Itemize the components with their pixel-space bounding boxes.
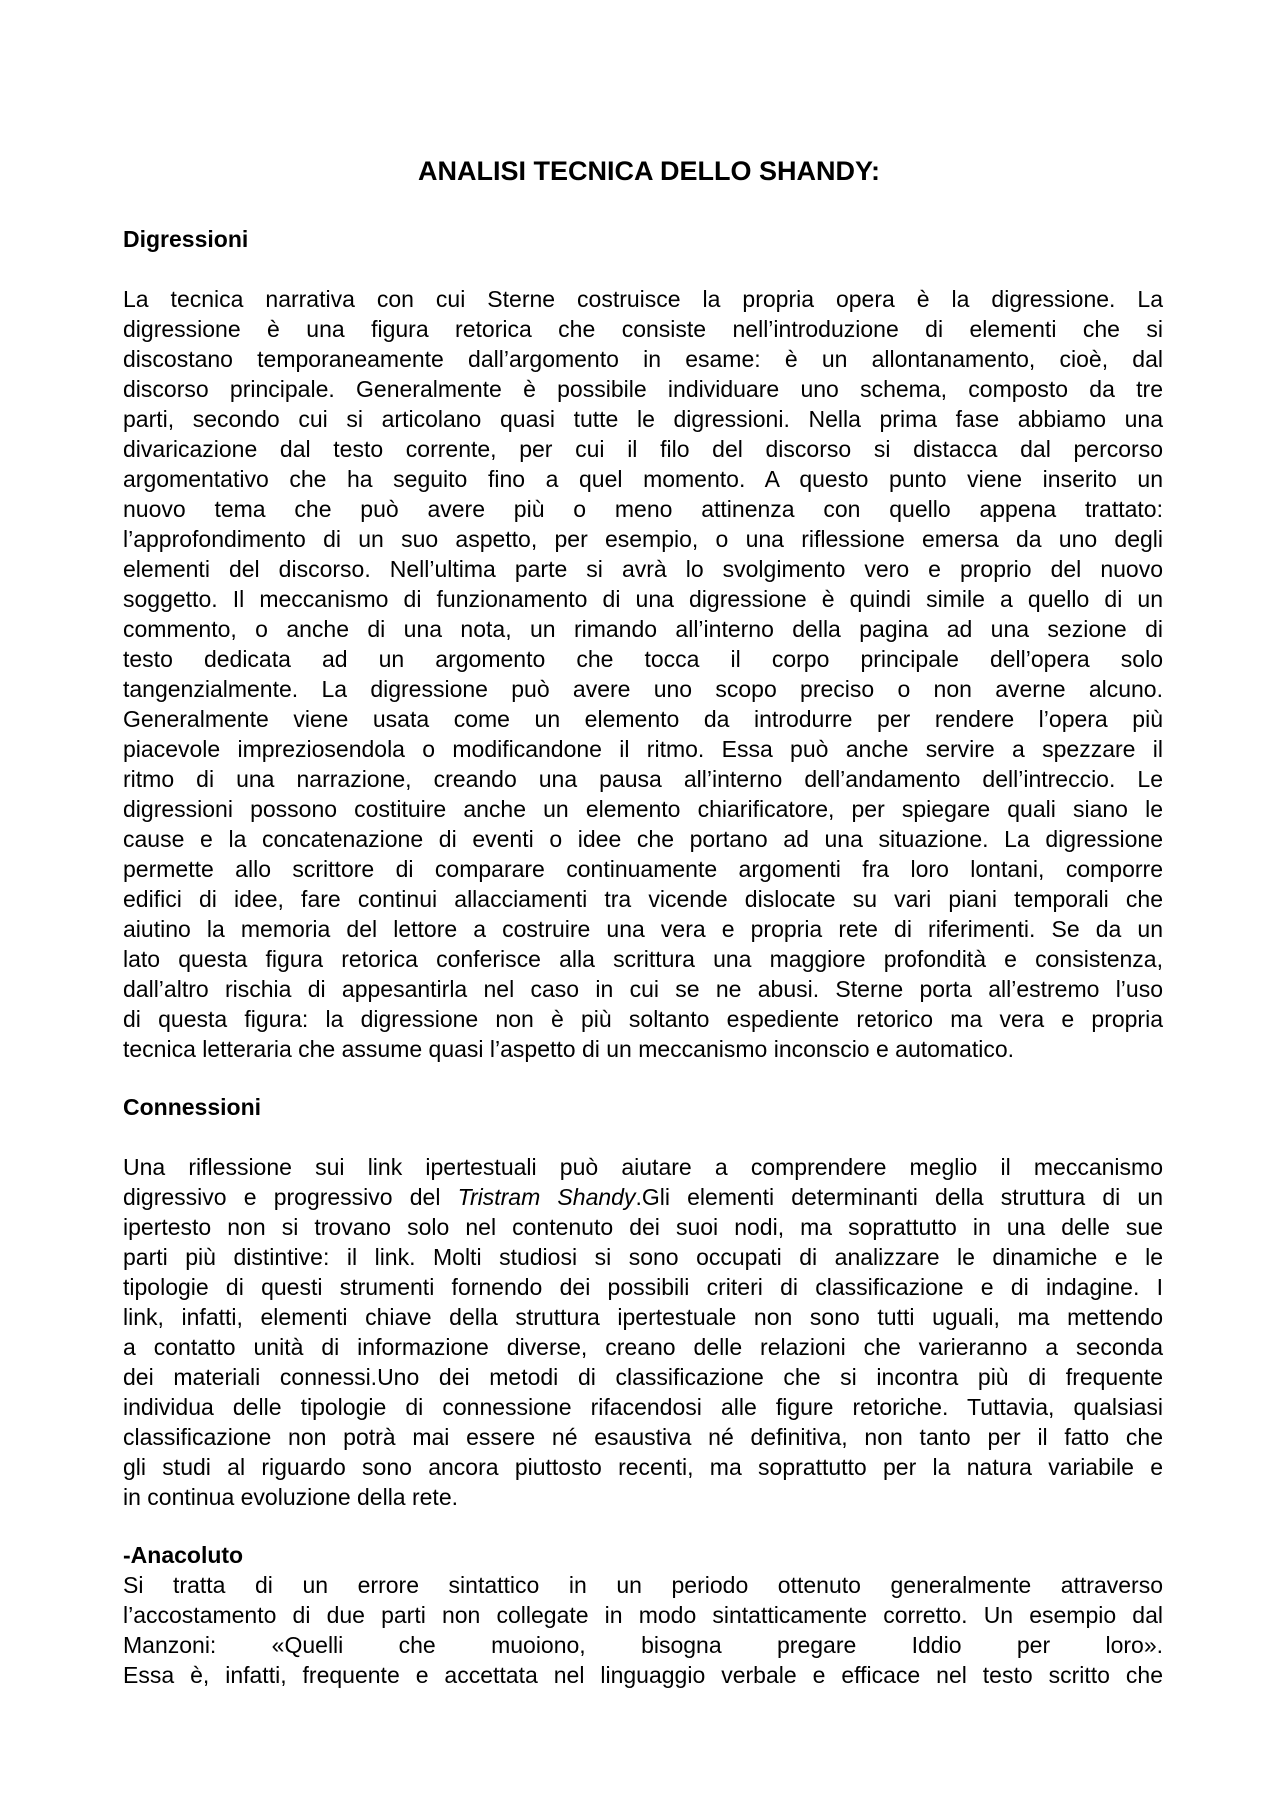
text-line: discorso principale. Generalmente è possibile individuare uno schema, composto da tre bbox=[123, 376, 1163, 402]
text-line: tangenzialmente. La digressione può avere uno scopo preciso o non averne alcuno. bbox=[123, 676, 1163, 702]
text-line: elementi del discorso. Nell’ultima parte si avrà lo svolgimento vero e proprio del nuovo bbox=[123, 556, 1163, 582]
text-line: Essa è, infatti, frequente e accettata nel linguaggio verbale e efficace nel testo scritto che bbox=[123, 1662, 1163, 1688]
text-line: di questa figura: la digressione non è più soltanto espediente retorico ma vera e propria bbox=[123, 1006, 1163, 1032]
text-line: tipologie di questi strumenti fornendo dei possibili criteri di classificazione e di indagine. I bbox=[123, 1274, 1163, 1300]
text-fragment: .Gli elementi determinanti della struttura di un bbox=[635, 1184, 1163, 1210]
paragraph-anacoluto bbox=[123, 1570, 1163, 1690]
text-line: Si tratta di un errore sintattico in un periodo ottenuto generalmente attraverso bbox=[123, 1572, 1163, 1598]
text-line: lato questa figura retorica conferisce alla scrittura una maggiore profondità e consistenza, bbox=[123, 946, 1163, 972]
text-line: in continua evoluzione della rete. bbox=[123, 1484, 459, 1510]
text-line: soggetto. Il meccanismo di funzionamento di una digressione è quindi simile a quello di un bbox=[123, 586, 1163, 612]
text-fragment: digressivo e progressivo del bbox=[123, 1184, 458, 1210]
text-line: dei materiali connessi.Uno dei metodi di classificazione che si incontra più di frequente bbox=[123, 1364, 1163, 1390]
text-line: l’accostamento di due parti non collegate in modo sintatticamente corretto. Un esempio dal bbox=[123, 1602, 1163, 1628]
text-line: Manzoni: «Quelli che muoiono, bisogna pregare Iddio per loro». bbox=[123, 1632, 1163, 1658]
text-line-with-italic bbox=[123, 1182, 1163, 1212]
paragraph-digressioni bbox=[123, 284, 1163, 1064]
text-line: dall’altro rischia di appesantirla nel caso in cui se ne abusi. Sterne porta all’estremo l’uso bbox=[123, 976, 1163, 1002]
text-line: parti più distintive: il link. Molti studiosi si sono occupati di analizzare le dinamiche e le bbox=[123, 1244, 1163, 1270]
text-line: ritmo di una narrazione, creando una pausa all’interno dell’andamento dell’intreccio. Le bbox=[123, 766, 1163, 792]
text-line: discostano temporaneamente dall’argomento in esame: è un allontanamento, cioè, dal bbox=[123, 346, 1163, 372]
work-title-italic: Tristram Shandy bbox=[457, 1184, 636, 1210]
paragraph-connessioni bbox=[123, 1152, 1163, 1512]
section-heading-digressioni: Digressioni bbox=[123, 226, 249, 252]
text-line: argomentativo che ha seguito fino a quel momento. A questo punto viene inserito un bbox=[123, 466, 1163, 492]
text-line: permette allo scrittore di comparare continuamente argomenti fra loro lontani, comporre bbox=[123, 856, 1163, 882]
text-line: divaricazione dal testo corrente, per cui il filo del discorso si distacca dal percorso bbox=[123, 436, 1163, 462]
text-line: commento, o anche di una nota, un rimando all’interno della pagina ad una sezione di bbox=[123, 616, 1163, 642]
text-line: gli studi al riguardo sono ancora piuttosto recenti, ma soprattutto per la natura variabile e bbox=[123, 1454, 1163, 1480]
text-line: l’approfondimento di un suo aspetto, per esempio, o una riflessione emersa da uno degli bbox=[123, 526, 1163, 552]
text-line: classificazione non potrà mai essere né esaustiva né definitiva, non tanto per il fatto che bbox=[123, 1424, 1163, 1450]
text-line: piacevole impreziosendola o modificandone il ritmo. Essa può anche servire a spezzare il bbox=[123, 736, 1163, 762]
text-line: Generalmente viene usata come un elemento da introdurre per rendere l’opera più bbox=[123, 706, 1163, 732]
text-line: La tecnica narrativa con cui Sterne costruisce la propria opera è la digressione. La bbox=[123, 286, 1163, 312]
text-line: edifici di idee, fare continui allacciamenti tra vicende dislocate su vari piani temporali che bbox=[123, 886, 1163, 912]
text-line: nuovo tema che può avere più o meno attinenza con quello appena trattato: bbox=[123, 496, 1163, 522]
document-title: ANALISI TECNICA DELLO SHANDY: bbox=[418, 156, 880, 186]
text-line: digressioni possono costituire anche un elemento chiarificatore, per spiegare quali siano le bbox=[123, 796, 1163, 822]
text-line: testo dedicata ad un argomento che tocca il corpo principale dell’opera solo bbox=[123, 646, 1163, 672]
section-heading-connessioni: Connessioni bbox=[123, 1094, 262, 1120]
text-line: tecnica letteraria che assume quasi l’aspetto di un meccanismo inconscio e automatico. bbox=[123, 1036, 1015, 1062]
text-line: ipertesto non si trovano solo nel contenuto dei suoi nodi, ma soprattutto in una delle sue bbox=[123, 1214, 1163, 1240]
text-line: individua delle tipologie di connessione rifacendosi alle figure retoriche. Tuttavia, qualsiasi bbox=[123, 1394, 1163, 1420]
text-line: link, infatti, elementi chiave della struttura ipertestuale non sono tutti uguali, ma mettendo bbox=[123, 1304, 1163, 1330]
text-line: a contatto unità di informazione diverse, creano delle relazioni che varieranno a seconda bbox=[123, 1334, 1163, 1360]
text-line: parti, secondo cui si articolano quasi tutte le digressioni. Nella prima fase abbiamo una bbox=[123, 406, 1163, 432]
text-line: digressione è una figura retorica che consiste nell’introduzione di elementi che si bbox=[123, 316, 1163, 342]
section-heading-anacoluto: -Anacoluto bbox=[123, 1542, 244, 1568]
text-line: aiutino la memoria del lettore a costruire una vera e propria rete di riferimenti. Se da un bbox=[123, 916, 1163, 942]
text-line: Una riflessione sui link ipertestuali può aiutare a comprendere meglio il meccanismo bbox=[123, 1154, 1163, 1180]
text-line: cause e la concatenazione di eventi o idee che portano ad una situazione. La digressione bbox=[123, 826, 1163, 852]
